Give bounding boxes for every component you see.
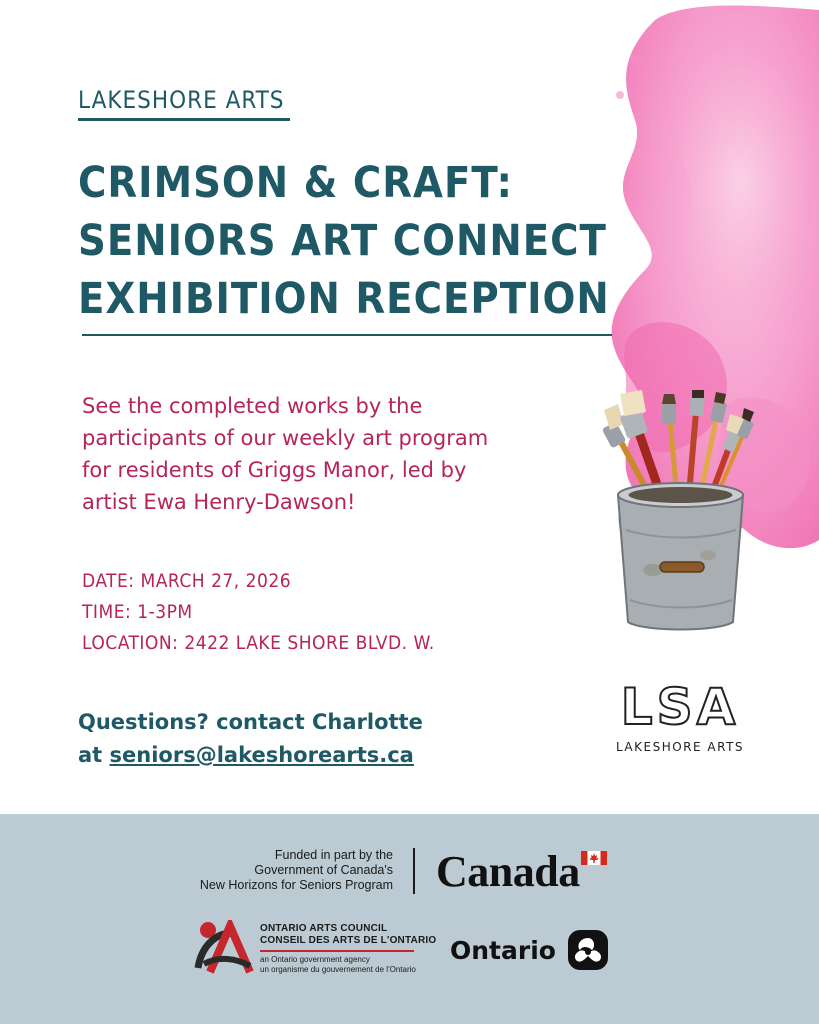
funding-divider bbox=[413, 848, 415, 894]
contact-email-line bbox=[78, 739, 423, 772]
lsa-logo-letters: LSA bbox=[620, 680, 740, 734]
oac-name-fr: CONSEIL DES ARTS DE L'ONTARIO bbox=[260, 935, 437, 946]
description-line: artist Ewa Henry-Dawson! bbox=[82, 490, 356, 514]
org-label-underline bbox=[78, 118, 290, 121]
description-line: participants of our weekly art program bbox=[82, 426, 489, 450]
event-time: TIME: 1-3PM bbox=[82, 601, 193, 623]
event-description bbox=[82, 390, 552, 518]
oac-agency-fr: un organisme du gouvernement de l'Ontario bbox=[260, 964, 416, 974]
trillium-icon bbox=[568, 930, 608, 970]
funding-line: New Horizons for Seniors Program bbox=[199, 878, 393, 892]
description-line: for residents of Griggs Manor, led by bbox=[82, 458, 467, 482]
lsa-logo-name: LAKESHORE ARTS bbox=[615, 740, 745, 754]
funding-line: Government of Canada's bbox=[254, 863, 393, 877]
lsa-logo bbox=[600, 680, 760, 775]
contact-email-link[interactable]: seniors@lakeshorearts.ca bbox=[109, 743, 414, 767]
title-line: EXHIBITION RECEPTION bbox=[78, 274, 610, 324]
event-title bbox=[78, 154, 638, 328]
event-date: DATE: MARCH 27, 2026 bbox=[82, 570, 292, 592]
funding-line: Funded in part by the bbox=[274, 848, 393, 862]
oac-logo-icon bbox=[194, 920, 254, 975]
oac-text bbox=[260, 923, 436, 975]
oac-name-en: ONTARIO ARTS COUNCIL bbox=[260, 923, 388, 934]
canada-wordmark: Canada bbox=[436, 847, 580, 896]
event-details bbox=[82, 566, 435, 659]
title-line: CRIMSON & CRAFT: bbox=[78, 158, 513, 208]
title-line: SENIORS ART CONNECT bbox=[78, 216, 607, 266]
title-underline bbox=[82, 334, 612, 336]
oac-divider bbox=[260, 950, 414, 952]
contact-info bbox=[78, 706, 423, 772]
event-location: LOCATION: 2422 LAKE SHORE BLVD. W. bbox=[82, 632, 435, 654]
contact-prefix: at bbox=[78, 743, 110, 767]
lsa-logo-mark-icon bbox=[618, 680, 742, 734]
footer bbox=[0, 814, 819, 1024]
ontario-wordmark: Ontario bbox=[450, 936, 556, 965]
org-label: LAKESHORE ARTS bbox=[78, 86, 285, 114]
contact-line: Questions? contact Charlotte bbox=[78, 710, 423, 734]
funding-credit bbox=[190, 848, 393, 893]
maple-leaf-flag-icon bbox=[581, 851, 607, 865]
oac-agency-en: an Ontario government agency bbox=[260, 954, 370, 964]
paint-brush-bucket-illustration bbox=[598, 390, 763, 635]
description-line: See the completed works by the bbox=[82, 394, 423, 418]
